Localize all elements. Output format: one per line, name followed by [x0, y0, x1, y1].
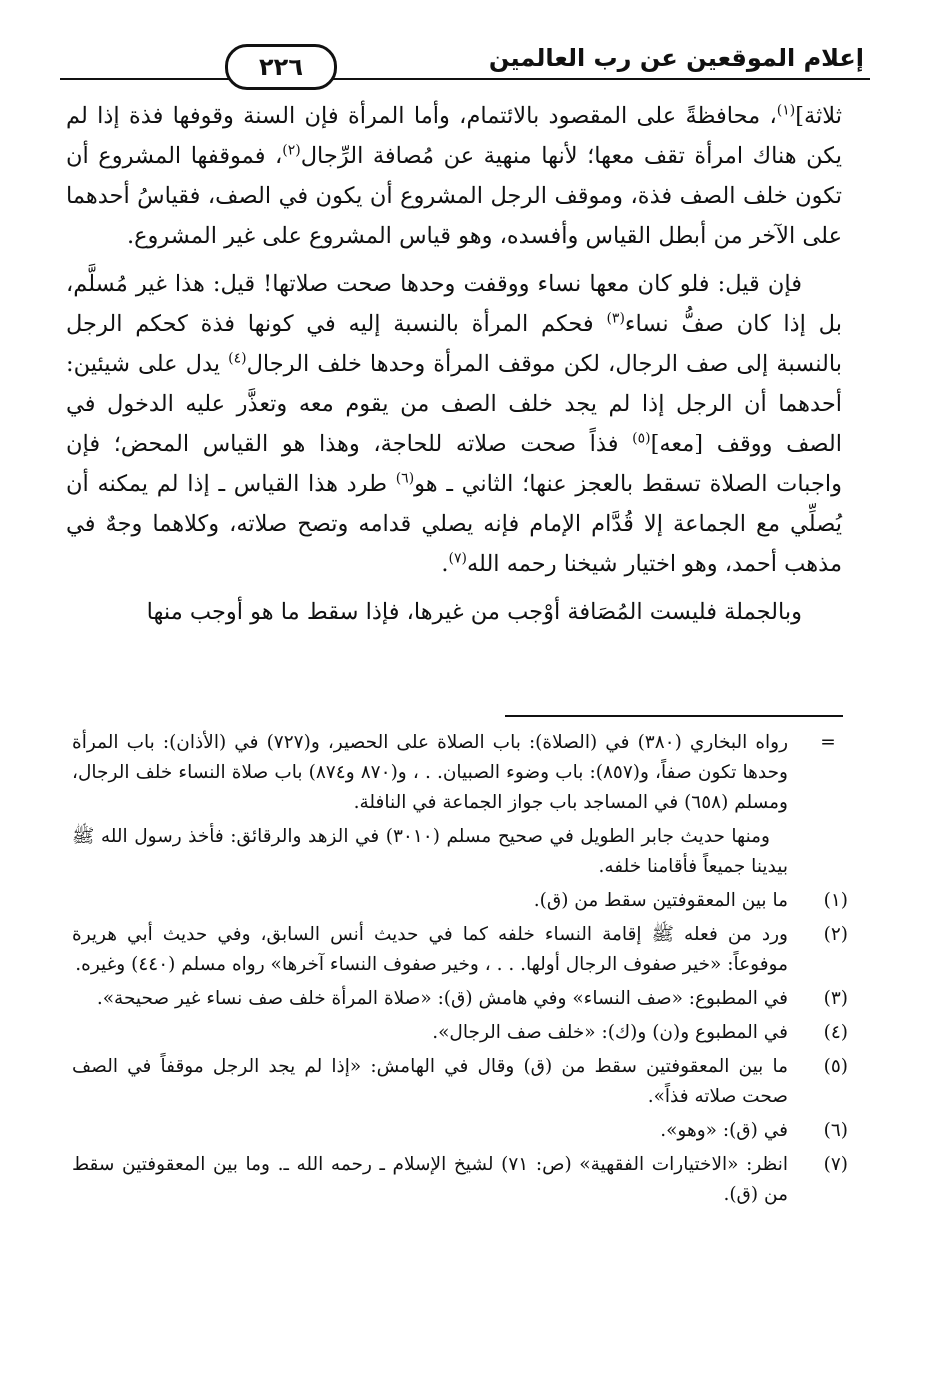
footnote-number: (٢): [823, 924, 848, 945]
footnote-ref-1[interactable]: (١): [776, 102, 796, 119]
header-rule: [60, 78, 870, 80]
footnote-number: (٤): [823, 1022, 848, 1043]
footnote-number: (٦): [823, 1120, 848, 1141]
footnote-continuation: [72, 728, 848, 882]
footnote-ref-7[interactable]: (٧): [448, 550, 467, 567]
footnote-ref-4[interactable]: (٤): [228, 350, 247, 367]
footnote-text: انظر: «الاختيارات الفقهية» (ص: ٧١) لشيخ الإسلام ـ رحمه الله ـ. وما بين المعقوفتين سقط من (ق).: [72, 1154, 788, 1205]
running-header: [60, 38, 870, 88]
footnote-continuation-text: ومنها حديث جابر الطويل في صحيح مسلم (٣٠١٠) في الزهد والرقائق: فأخذ رسول الله ﷺ بيدينا جميعاً فأقامنا خلفه.: [72, 826, 788, 877]
footnotes: [72, 728, 848, 1212]
text-run: ثلاثة]: [795, 103, 842, 129]
footnote-3: [72, 984, 848, 1014]
text-run: .: [441, 551, 449, 577]
footnote-6: [72, 1116, 848, 1146]
footnote-ref-5[interactable]: (٥): [632, 430, 651, 447]
text-run: فإن قيل: فلو كان معها نساء ووقفت وحدها صحت صلاتها! قيل: هذا غير مُسلَّم، بل إذا كان صفُّ نساء: [66, 271, 842, 337]
paragraph-3: وبالجملة فليست المُصَافة أوْجب من غيرها، فإذا سقط ما هو أوجب منها: [146, 599, 802, 625]
footnote-text: ما بين المعقوفتين سقط من (ق).: [533, 890, 788, 911]
footnote-2: [72, 920, 848, 980]
footnote-text: ما بين المعقوفتين سقط من (ق) وقال في الهامش: «إذا لم يجد الرجل موقفاً في الصف صحت صلاته فذاً».: [72, 1056, 788, 1107]
text-run: يدل على شيئين: أحدهما أن الرجل إذا لم يجد خلف الصف من يقوم معه وتعذَّر عليه الدخول في الصف ووقف [معه]: [66, 351, 842, 457]
text-run: فذاً صحت صلاته للحاجة، وهذا هو القياس المحض؛ فإن واجبات الصلاة تسقط بالعجز عنها؛ الثاني ـ هو: [66, 431, 843, 497]
main-text: [66, 96, 842, 632]
continuation-mark: =: [820, 732, 836, 753]
footnote-continuation-text: رواه البخاري (٣٨٠) في (الصلاة): باب الصلاة على الحصير، و(٧٢٧) في (الأذان): باب المرأة وحدها تكون صفاً، و(٨٥٧): باب وضوء الصبيان. . ، و(٨٧٠ و٨٧٤) باب صلاة النساء خلف الرجال، ومسلم (٦٥٨) في المساجد باب جواز الجماعة في النافلة.: [72, 732, 789, 813]
footnote-text: في (ق): «وهو».: [660, 1120, 788, 1141]
page-number: ٢٢٦: [225, 44, 337, 90]
text-run: ، فموقفها المشروع أن تكون خلف الصف فذة، وموقف الرجل المشروع أن يكون في الصف، فقياسُ أحدهما على الآخر من أبطل القياس وأفسده، وهو قياس المشروع على غير المشروع.: [66, 143, 842, 249]
footnote-1: [72, 886, 848, 916]
paragraph-1: [66, 96, 842, 256]
footnote-7: [72, 1150, 848, 1210]
footnote-text: في المطبوع: «صف النساء» وفي هامش (ق): «صلاة المرأة خلف صف نساء غير صحيحة».: [96, 988, 788, 1009]
footnote-4: [72, 1018, 848, 1048]
text-run: فحكم المرأة بالنسبة إليه في كونها فذة كحكم الرجل بالنسبة إلى صف الرجال، لكن موقف المرأة وحدها خلف الرجال: [66, 311, 843, 377]
footnote-5: [72, 1052, 848, 1112]
text-run: طرد هذا القياس ـ إذا لم يمكنه أن يُصلِّي مع الجماعة إلا قُدَّام الإمام فإنه يصلي قدامه وتصح صلاته، وكلاهما وجهٌ في مذهب أحمد، وهو اختيار شيخنا رحمه الله: [66, 471, 842, 577]
footnote-text: في المطبوع و(ن) و(ك): «خلف صف الرجال».: [432, 1022, 788, 1043]
footnote-text: ورد من فعله ﷺ إقامة النساء خلفه كما في حديث أنس السابق، وفي حديث أبي هريرة موفوعاً: «خير صفوف الرجال أولها. . . ، وخير صفوف النساء آخرها» رواه مسلم (٤٤٠) وغيره.: [72, 924, 788, 975]
text-run: ، محافظةً على المقصود بالائتمام، وأما المرأة فإن السنة وقوفها فذة إذا لم يكن هناك امرأة تقف معها؛ لأنها منهية عن مُصافة الرِّجال: [66, 103, 842, 169]
paragraph-2: [66, 264, 842, 584]
book-title: إعلام الموقعين عن رب العالمين: [488, 44, 864, 72]
footnote-number: (٣): [823, 988, 848, 1009]
footnote-number: (٧): [823, 1154, 848, 1175]
footnote-ref-6[interactable]: (٦): [395, 470, 415, 487]
footnote-ref-2[interactable]: (٢): [282, 142, 301, 159]
footnote-number: (١): [823, 890, 848, 911]
footnote-separator: [505, 715, 843, 717]
footnote-ref-3[interactable]: (٣): [606, 310, 625, 327]
footnote-number: (٥): [823, 1056, 848, 1077]
